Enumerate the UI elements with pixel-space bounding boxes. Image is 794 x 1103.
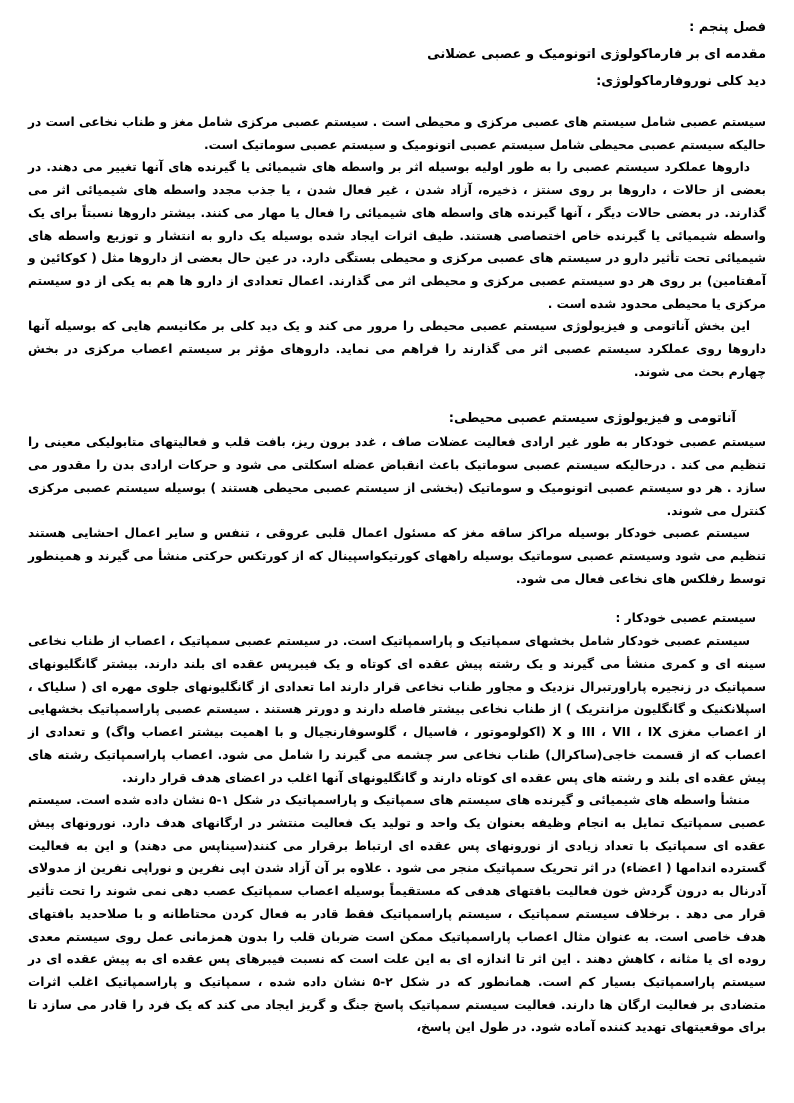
intro-paragraph: داروها عملکرد سیستم عصبی را به طور اولیه بوسیله اثر بر واسطه های شیمیائی یا گیرنده های آنها تغییر می دهند. در بعضی از حالات ، داروها بر روی سنتز ، ذخیره، آزاد شدن ، غیر فعال شدن ، یا جذب مجدد واسطه های شیمیائی اثر می گذارند. در بعضی حالات دیگر ، آنها گیرنده های واسطه های شیمیائی را فعال یا مهار می کنند. بیشتر داروها نسبتاً برای یک واسطه شیمیائی یا گیرنده خاص اختصاصی هستند. طیف اثرات ایجاد شده بوسیله یک دارو به انتشار و توزیع واسطه های شیمیائی تحت تأثیر دارو در سیستم های عصبی مرکزی و محیطی بستگی دارد. در عین حال بعضی از داروها مثل ( کوکائین و آمفتامین) بر روی هر دو سیستم عصبی مرکزی و محیطی اثر می گذارند. اعمال تعدادی از دارو ها هم به یکی از دو سیستم مرکزی یا محیطی محدود شده است . [28, 160, 766, 311]
subsection-gap [28, 590, 766, 606]
chapter-title: مقدمه ای بر فارماکولوژی اتونومیک و عصبی عضلانی [427, 47, 766, 62]
intro-paragraph: سیستم عصبی شامل سیستم های عصبی مرکزی و محیطی است . سیستم عصبی مرکزی شامل مغز و طناب نخاعی است در حالیکه سیستم عصبی محیطی شامل سیستم عصبی اتونومیک و سیستم عصبی سوماتیک است. [28, 115, 766, 152]
section-gap [28, 383, 766, 407]
section-paragraph: سیستم عصبی خودکار بوسیله مراکز ساقه مغز که مسئول اعمال قلبی عروقی ، تنفس و سایر اعمال احشایی هستند تنظیم می شود وسیستم عصبی سوماتیک بوسیله راههای کورتیکواسپینال که از کورتکس حرکتی منشأ می گیرند و همینطور توسط رفلکس های نخاعی فعال می شود. [28, 526, 766, 586]
subsection-paragraph: سیستم عصبی خودکار شامل بخشهای سمپاتیک و پاراسمپاتیک است. در سیستم عصبی سمپاتیک ، اعصاب از طناب نخاعی سینه ای و کمری منشأ می گیرند و یک رشته پیش عقده ای کوتاه و یک فیبرپس عقده ای بلند دارند. بیشتر گانگلیونهای سمپاتیک در زنجیره پاراورتبرال نزدیک و مجاور طناب نخاعی قرار دارند اما تعدادی از گانگلیونهای جلوی مهره ای ( سلیاک ، اسپلانکنیک و گانگلیون مزانتریک ) از طناب نخاعی بیشتر فاصله دارند و دورتر هستند . سیستم عصبی پاراسمپاتیک بخشهایی از اعصاب مغزی III ، VII ، IX و X (اکولوموتور ، فاسیال ، گلوسوفارنجیال و با اهمیت بیشتر اعصاب واگ) و تعدادی از اعصاب که از قسمت خاجی(ساکرال) طناب نخاعی سر چشمه می گیرند را شامل می شود. اعصاب پاراسمپاتیک رشته های پیش عقده ای بلند و رشته های پس عقده ای کوتاه دارند و گانگلیونهای آنها اغلب در اعضای هدف قرار دارند. [28, 634, 766, 785]
section-title: آناتومی و فیزیولوژی سیستم عصبی محیطی: [448, 411, 736, 427]
subsection-title: سیستم عصبی خودکار : [615, 611, 756, 626]
subsection-paragraph: منشأ واسطه های شیمیائی و گیرنده های سیستم های سمپاتیک و پاراسمپاتیک در شکل ۱-۵ نشان داده شده است. سیستم عصبی سمپاتیک تمایل به انجام وظیفه بعنوان یک واحد و تولید یک فعالیت منتشر در ارگانهای هدف دارد. نورونهای پیش عقده ای سمپاتیک با تعداد زیادی از نورونهای پس عقده ای ارتباط برقرار می کنند(سیناپس می دهند) و این به فعالیت گسترده اندامها ( اعضاء) در اثر تحریک سمپاتیک منجر می شود . علاوه بر آن آزاد شدن اپی نفرین و نوراپی نفرین از مدولای آدرنال به درون گردش خون فعالیت بافتهای هدفی که مستقیماً بوسیله اعصاب سمپاتیک عصب دهی نمی شوند را تحت تأثیر قرار می دهد . برخلاف سیستم سمپاتیک ، سیستم پاراسمپاتیک فقط قادر به فعال کردن محتاطانه و با صلاحدید بافتهای هدف خاصی است. به عنوان مثال اعصاب پاراسمپاتیک ممکن است ضربان قلب را بدون همزمانی عمل روی سیستم معدی روده ای یا مثانه ، کاهش دهند . این اثر تا اندازه ای به این علت است که نسبت فیبرهای پس عقده ای به پیش عقده ای در سیستم پاراسمپاتیک بسیار کم است. همانطور که در شکل ۲-۵ نشان داده شده ، سمپاتیک و پاراسمپاتیک اغلب اثرات متضادی بر فعالیت ارگان ها دارند. فعالیت سیستم سمپاتیک پاسخ جنگ و گریز ایجاد می کند که یک فرد را قادر می سازد تا برای موقعیتهای تهدید کننده آماده شود. در طول این پاسخ، [28, 793, 766, 1035]
chapter-label: فصل پنجم : [689, 20, 766, 35]
chapter-subtitle: دید کلی نوروفارماکولوژی: [596, 74, 766, 89]
intro-paragraph: این بخش آناتومی و فیزیولوژی سیستم عصبی محیطی را مرور می کند و یک دید کلی بر مکانیسم هایی که بوسیله آنها داروها روی عملکرد سیستم عصبی اثر می گذارند را فراهم می نماید. داروهای مؤثر بر سیستم اعصاب مرکزی در بخش چهارم بحث می شوند. [28, 319, 766, 379]
section-paragraph: سیستم عصبی خودکار به طور غیر ارادی فعالیت عضلات صاف ، غدد برون ریز، بافت قلب و فعالیتهای متابولیکی معینی را تنظیم می کند . درحالیکه سیستم عصبی سوماتیک باعث انقباض عضله اسکلتی می شود و حرکات ارادی بدن را مقدور می سازد . هر دو سیستم عصبی اتونومیک و سوماتیک (بخشی از سیستم عصبی محیطی هستند ) بوسیله سیستم عصبی مرکزی کنترل می شوند. [28, 435, 766, 518]
